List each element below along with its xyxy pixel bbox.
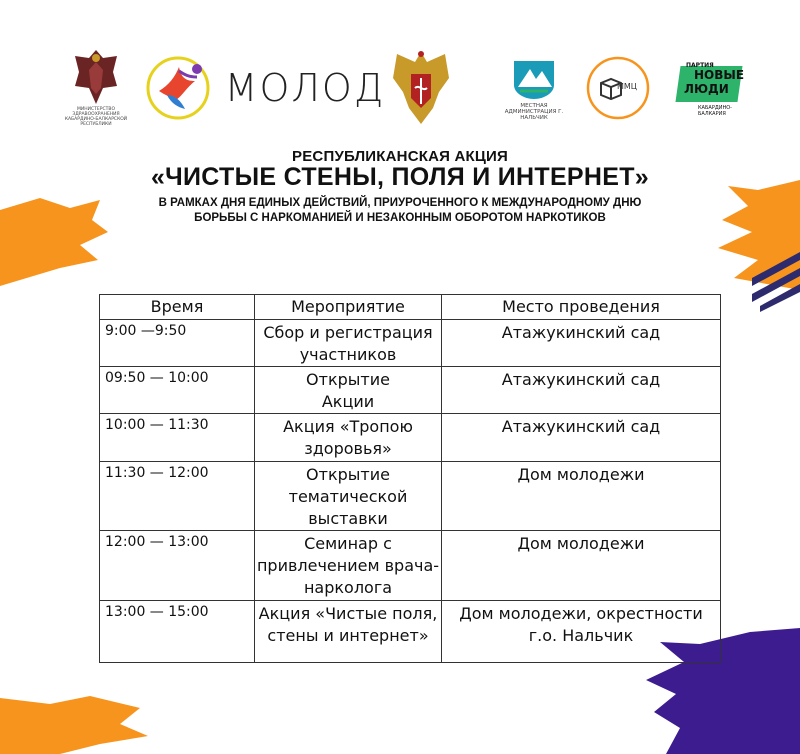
table-row [100,414,721,462]
page-title: «ЧИСТЫЕ СТЕНЫ, ПОЛЯ И ИНТЕРНЕТ» [150,163,650,191]
event-line: Открытие [306,465,390,484]
time-cell: 13:00 — 15:00 [100,601,255,663]
table-row [100,367,721,414]
party-logo-icon [672,60,748,104]
event-cell [255,531,442,601]
time-cell: 9:00 —9:50 [100,320,255,367]
dove-logo [143,48,213,128]
time-cell: 10:00 — 11:30 [100,414,255,462]
table-row [100,531,721,601]
event-line: тематической [288,487,408,506]
party-line1: НОВЫЕ [694,67,745,82]
heading-subtitle-line1: В РАМКАХ ДНЯ ЕДИНЫХ ДЕЙСТВИЙ, ПРИУРОЧЕННОГО К МЕЖДУНАРОДНОМУ ДНЮ [158,197,642,209]
place-cell: Атажукинский сад [442,367,721,414]
eagle-emblem-icon [387,48,455,128]
ministry-caption: МИНИСТЕРСТВО ЗДРАВООХРАНЕНИЯ КАБАРДИНО-БАЛКАРСКОЙ РЕСПУБЛИКИ [64,107,128,127]
time-cell: 09:50 — 10:00 [100,367,255,414]
place-line: г.о. Нальчик [528,626,634,645]
event-line: здоровья» [304,439,392,458]
header-event: Мероприятие [255,295,442,320]
event-line: привлечением врача- [256,556,440,575]
time-cell: 11:30 — 12:00 [100,462,255,531]
event-line: Акция «Тропою [283,417,413,436]
event-line: Акция «Чистые поля, [258,604,438,623]
party-bottom-text: КАБАРДИНО-БАЛКАРИЯ [698,104,732,117]
place-cell: Атажукинский сад [442,414,721,462]
place-cell: Дом молодежи [442,462,721,531]
party-line2: ЛЮДИ [684,81,729,96]
event-line: Открытие [306,370,390,389]
header-place: Место проведения [442,295,721,320]
table-row [100,601,721,663]
event-cell [255,601,442,663]
ministry-logo [60,48,132,128]
mmc-text: ММЦ [617,82,638,91]
coat-of-arms-icon [73,48,119,106]
party-logo [672,48,748,128]
place-cell: Дом молодежи [442,531,721,601]
header-time: Время [100,295,255,320]
event-line: стены и интернет» [267,626,429,645]
event-cell [255,367,442,414]
molod-text: МОЛОД [224,66,386,110]
heading-pre: РЕСПУБЛИКАНСКАЯ АКЦИЯ [292,148,508,165]
molod-logo [223,48,386,128]
orange-brush-bottom-decoration [0,690,150,754]
event-cell [255,462,442,531]
event-line: Сбор и регистрация [263,323,433,342]
eagle-logo [386,48,456,128]
table-row [100,320,721,367]
administration-caption: МЕСТНАЯ АДМИНИСТРАЦИЯ Г. НАЛЬЧИК [504,102,564,122]
event-line: Семинар с [304,534,392,553]
administration-logo [494,48,574,128]
event-cell [255,414,442,462]
event-cell [255,320,442,367]
place-line: Дом молодежи, окрестности [459,604,703,623]
dove-icon [145,55,211,121]
table-row [100,462,721,531]
party-top-text: ПАРТИЯ [686,61,714,69]
event-line: участников [299,345,397,364]
event-line: Акции [321,392,375,411]
time-cell: 12:00 — 13:00 [100,531,255,601]
schedule-table [99,294,721,663]
heading-subtitle-line2: БОРЬБЫ С НАРКОМАНИЕЙ И НЕЗАКОННЫМ ОБОРОТОМ НАРКОТИКОВ [194,212,606,224]
mountain-icon [510,55,558,101]
place-cell [442,601,721,663]
event-line: выставки [308,509,388,528]
place-cell: Атажукинский сад [442,320,721,367]
mmc-logo [583,48,653,128]
table-header-row [100,295,721,320]
event-line: нарколога [303,578,393,597]
navy-stripes-decoration [752,252,800,312]
